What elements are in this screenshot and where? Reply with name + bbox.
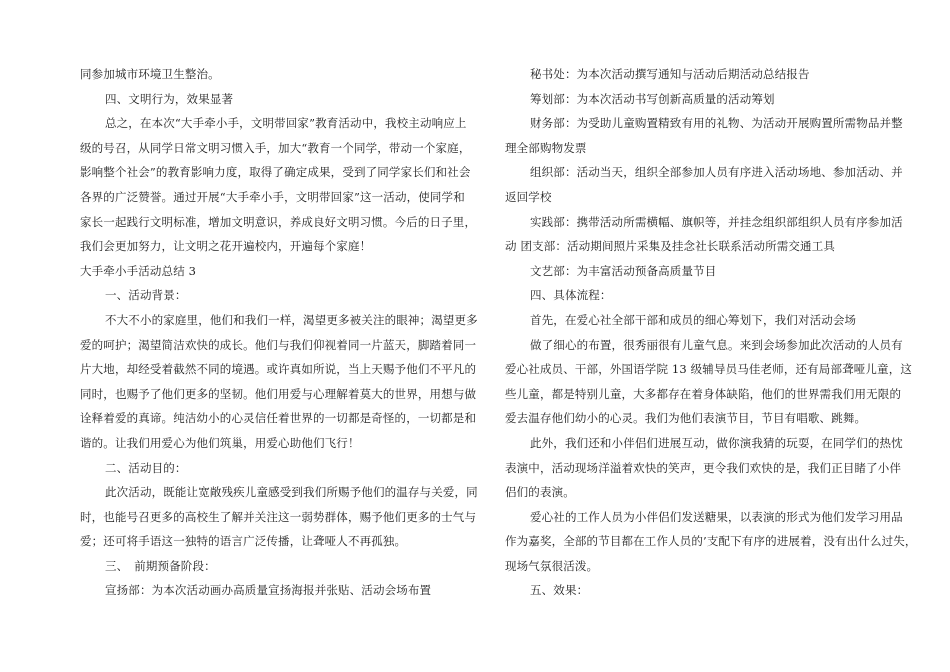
left-column-line: 级的号召，从同学日常文明习惯入手，加大“教育一个同学，带动一个家庭， — [80, 140, 471, 155]
right-column-line: 文艺部：为丰富活动预备高质量节目 — [530, 263, 717, 278]
left-text-column — [80, 62, 478, 603]
left-column-line: 不大不小的家庭里，他们和我们一样，渴望更多被关注的眼神；渴望更多 — [105, 312, 478, 327]
right-column-line: 实践部：携带活动所需横幅、旗帜等，并挂念组织部组织人员有序参加活 — [530, 214, 903, 229]
left-column-line: 大手牵小手活动总结 3 — [80, 263, 197, 278]
left-column-line: 爱的呵护；渴望简洁欢快的成长。他们与我们仰视着同一片蓝天，脚踏着同一 — [80, 337, 477, 352]
right-column-line: 爱心社成员、干部，外国语学院 13 级辅导员马佳老师，还有局部聋哑儿童，这 — [505, 362, 912, 377]
right-column-line: 四、具体流程： — [530, 288, 612, 303]
right-column-line: 此外，我们还和小伴侣们进展互动，做你演我猜的玩耍，在同学们的热忱 — [530, 435, 903, 450]
right-column-line: 动 团支部：活动期间照片采集及挂念社长联系活动所需交通工具 — [505, 239, 836, 254]
left-column-line: 宣扬部：为本次活动画办高质量宣扬海报并张贴、活动会场布置 — [105, 583, 432, 598]
left-column-line: 三、 前期预备阶段： — [105, 558, 216, 573]
left-column-line: 二、活动目的： — [105, 460, 187, 475]
right-column-line: 侣们的表演。 — [505, 485, 575, 500]
right-column-line: 秘书处：为本次活动撰写通知与活动后期活动总结报告 — [530, 67, 810, 81]
right-column-line: 作为嘉奖，全部的节目都在工作人员的’支配下有序的进展着，没有出什么过失， — [505, 534, 917, 549]
right-column-line: 爱去温存他们幼小的心灵。我们为他们表演节目，节目有唱歌、跳舞。 — [505, 411, 867, 426]
left-column-line: 诠释着爱的真谛。纯洁幼小的心灵信任着世界的一切都是奇怪的，一切都是和 — [80, 411, 477, 426]
right-column-line: 理全部购物发票 — [505, 140, 587, 155]
right-column-line: 做了细心的布置，很秀丽很有儿童气息。来到会场参加此次活动的人员有 — [530, 337, 903, 352]
left-column-line: 同时，也赐予了他们更多的坚韧。他们用爱与心理解着莫大的世界，用想与做 — [80, 386, 477, 401]
right-column-line: 返回学校 — [505, 189, 552, 204]
left-column-line: 总之，在本次“大手牵小手，文明带回家”教育活动中，我校主动响应上 — [105, 116, 467, 131]
right-column-line: 财务部：为受助儿童购置精致有用的礼物、为活动开展购置所需物品并整 — [530, 116, 903, 131]
left-column-line: 各界的广泛赞誉。通过开展“大手牵小手，文明带回家”这一活动，使同学和 — [80, 189, 465, 204]
left-column-line: 片大地，却经受着截然不同的境遇。或许真如所说，当上天赐予他们不平凡的 — [80, 362, 477, 377]
right-text-column — [505, 62, 917, 603]
right-column-line: 些儿童，都是特别儿童，大多都存在着身体缺陷，他们的世界需我们用无限的 — [505, 386, 902, 401]
left-column-line: 四、文明行为，效果显著 — [105, 91, 234, 106]
right-column-line: 现场气氛很活泼。 — [505, 558, 599, 573]
left-column-line: 一、活动背景： — [105, 288, 187, 303]
left-column-line: 同参加城市环境卫生整治。 — [80, 67, 220, 81]
left-column-line: 我们会更加努力，让文明之花开遍校内，开遍每个家庭！ — [80, 239, 372, 254]
left-column-line: 时，也能号召更多的高校生了解并关注这一弱势群体，赐予他们更多的士气与 — [80, 509, 477, 524]
right-column-line: 首先，在爱心社全部干部和成员的细心筹划下，我们对活动会场 — [530, 312, 857, 327]
right-column-line: 爱心社的工作人员为小伴侣们发送糖果，以表演的形式为他们发学习用品 — [530, 509, 903, 524]
left-column-line: 此次活动，既能让宽敞残疾儿童感受到我们所赐予他们的温存与关爱，同 — [105, 485, 478, 500]
left-column-line: 爱；还可将手语这一独特的语言广泛传播，让聋哑人不再孤独。 — [80, 534, 407, 549]
right-column-line: 组织部：活动当天，组织全部参加人员有序进入活动场地、参加活动、并 — [530, 165, 903, 180]
right-column-line: 五、效果： — [530, 583, 589, 598]
left-column-line: 家长一起践行文明标准，增加文明意识，养成良好文明习惯。今后的日子里， — [80, 214, 477, 229]
left-column-line: 影响整个社会”的教育影响力度，取得了确定成果，受到了同学家长们和社会 — [80, 165, 471, 180]
right-column-line: 筹划部：为本次活动书写创新高质量的活动筹划 — [530, 91, 775, 106]
right-column-line: 表演中，活动现场洋溢着欢快的笑声，更令我们欢快的是，我们正目睹了小伴 — [505, 460, 902, 475]
left-column-line: 谐的。让我们用爱心为他们筑巢，用爱心助他们飞行！ — [80, 435, 360, 450]
